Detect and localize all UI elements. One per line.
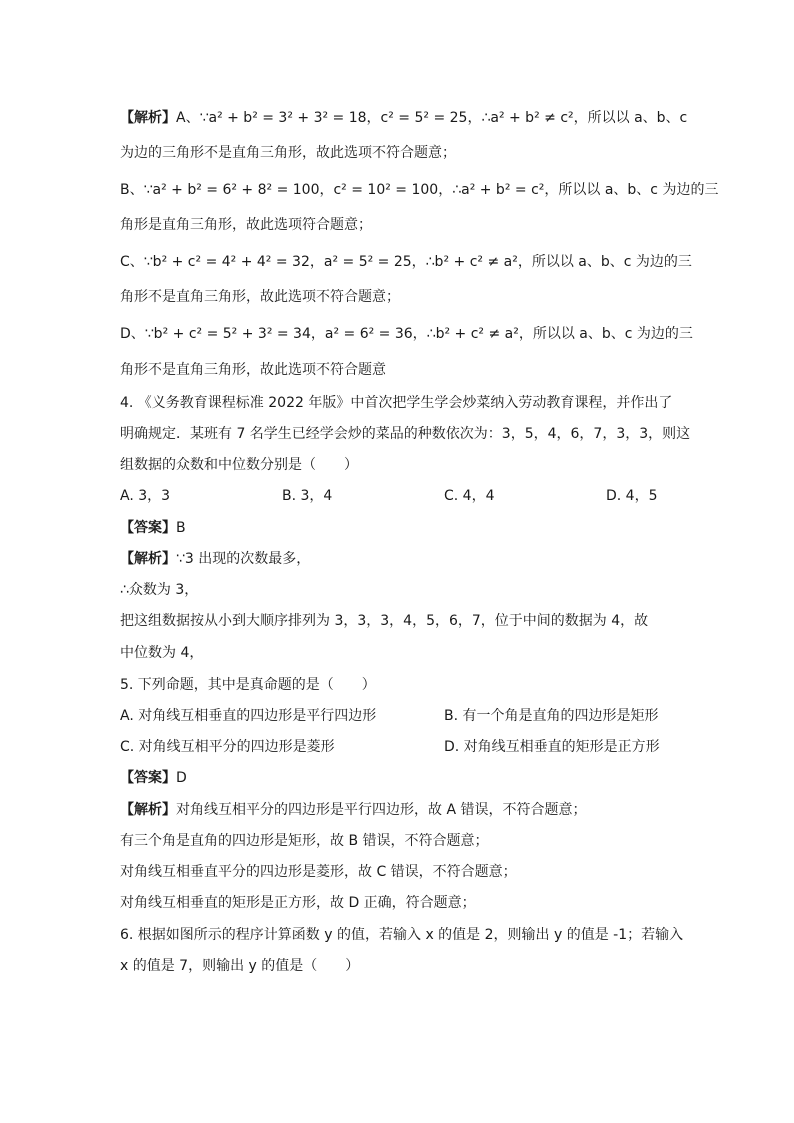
q5-analysis-line3: 对角线互相垂直平分的四边形是菱形，故 C 错误，不符合题意； — [120, 864, 517, 880]
q3-analysis-d-line1: D、∵b² + c² = 5² + 3² = 34，a² = 6² = 36，∴b² + c² ≠ a²，所以以 a、b、c 为边的三 — [120, 326, 693, 342]
q3-analysis-a-line1: 【解析】A、∵a² + b² = 3² + 3² = 18，c² = 5² = 25，∴a² + b² ≠ c²，所以以 a、b、c — [120, 110, 688, 126]
q5-analysis-line1: 【解析】对角线互相平分的四边形是平行四边形，故 A 错误，不符合题意； — [120, 802, 587, 818]
q5-answer — [120, 768, 680, 788]
q4-option-a: A. 3，3 — [120, 488, 171, 504]
q3-analysis-b-line1: B、∵a² + b² = 6² + 8² = 100，c² = 10² = 100，∴a² + b² = c²，所以以 a、b、c 为边的三 — [120, 182, 719, 198]
answer-value: D — [176, 770, 187, 786]
q4-option-b: B. 3，4 — [282, 488, 333, 504]
q3-analysis-a-line2: 为边的三角形不是直角三角形，故此选项不符合题意； — [120, 145, 456, 161]
q5-option-c: C. 对角线互相平分的四边形是菱形 — [120, 739, 335, 755]
q4-analysis-line4: 中位数为 4， — [120, 645, 204, 661]
q4-answer — [120, 518, 680, 538]
q3-analysis-c-line2: 角形不是直角三角形，故此选项不符合题意； — [120, 289, 400, 305]
q5-option-a: A. 对角线互相垂直的四边形是平行四边形 — [120, 708, 377, 724]
answer-value: B — [176, 520, 186, 536]
q5-option-d: D. 对角线互相垂直的矩形是正方形 — [444, 739, 660, 755]
q4-analysis-line2: ∴众数为 3， — [120, 582, 199, 598]
q3-analysis-c-line1: C、∵b² + c² = 4² + 4² = 32，a² = 5² = 25，∴b² + c² ≠ a²，所以以 a、b、c 为边的三 — [120, 254, 692, 270]
q4-stem-line1: 4. 《义务教育课程标准 2022 年版》中首次把学生学会炒菜纳入劳动教育课程，并作出了 — [120, 395, 673, 411]
q4-stem-line2: 明确规定．某班有 7 名学生已经学会炒的菜品的种数依次为：3，5，4，6，7，3，3，则这 — [120, 426, 691, 442]
q3-analysis-d-line2: 角形不是直角三角形，故此选项不符合题意 — [120, 362, 386, 378]
q4-analysis-line3: 把这组数据按从小到大顺序排列为 3，3，3，4，5，6，7，位于中间的数据为 4，故 — [120, 613, 649, 629]
q5-analysis-line4: 对角线互相垂直的矩形是正方形，故 D 正确，符合题意； — [120, 895, 476, 911]
q5-analysis-line2: 有三个角是直角的四边形是矩形，故 B 错误，不符合题意； — [120, 833, 489, 849]
q4-stem-line3: 组数据的众数和中位数分别是（ ） — [120, 457, 358, 473]
answer-tag: 【答案】 — [120, 770, 176, 786]
q3-analysis-b-line2: 角形是直角三角形，故此选项符合题意； — [120, 217, 372, 233]
analysis-tag: 【解析】 — [120, 110, 176, 126]
q5-option-b: B. 有一个角是直角的四边形是矩形 — [444, 708, 659, 724]
answer-tag: 【答案】 — [120, 520, 176, 536]
q6-stem-line1: 6. 根据如图所示的程序计算函数 y 的值，若输入 x 的值是 2，则输出 y 的值是 -1；若输入 — [120, 927, 684, 943]
q4-option-d: D. 4，5 — [606, 488, 658, 504]
q6-stem-line2: x 的值是 7，则输出 y 的值是（ ） — [120, 958, 360, 974]
analysis-tag: 【解析】 — [120, 802, 176, 818]
q5-stem: 5. 下列命题，其中是真命题的是（ ） — [120, 677, 376, 693]
q4-analysis-line1: 【解析】∵3 出现的次数最多， — [120, 551, 311, 567]
analysis-tag: 【解析】 — [120, 551, 176, 567]
q4-option-c: C. 4，4 — [444, 488, 495, 504]
